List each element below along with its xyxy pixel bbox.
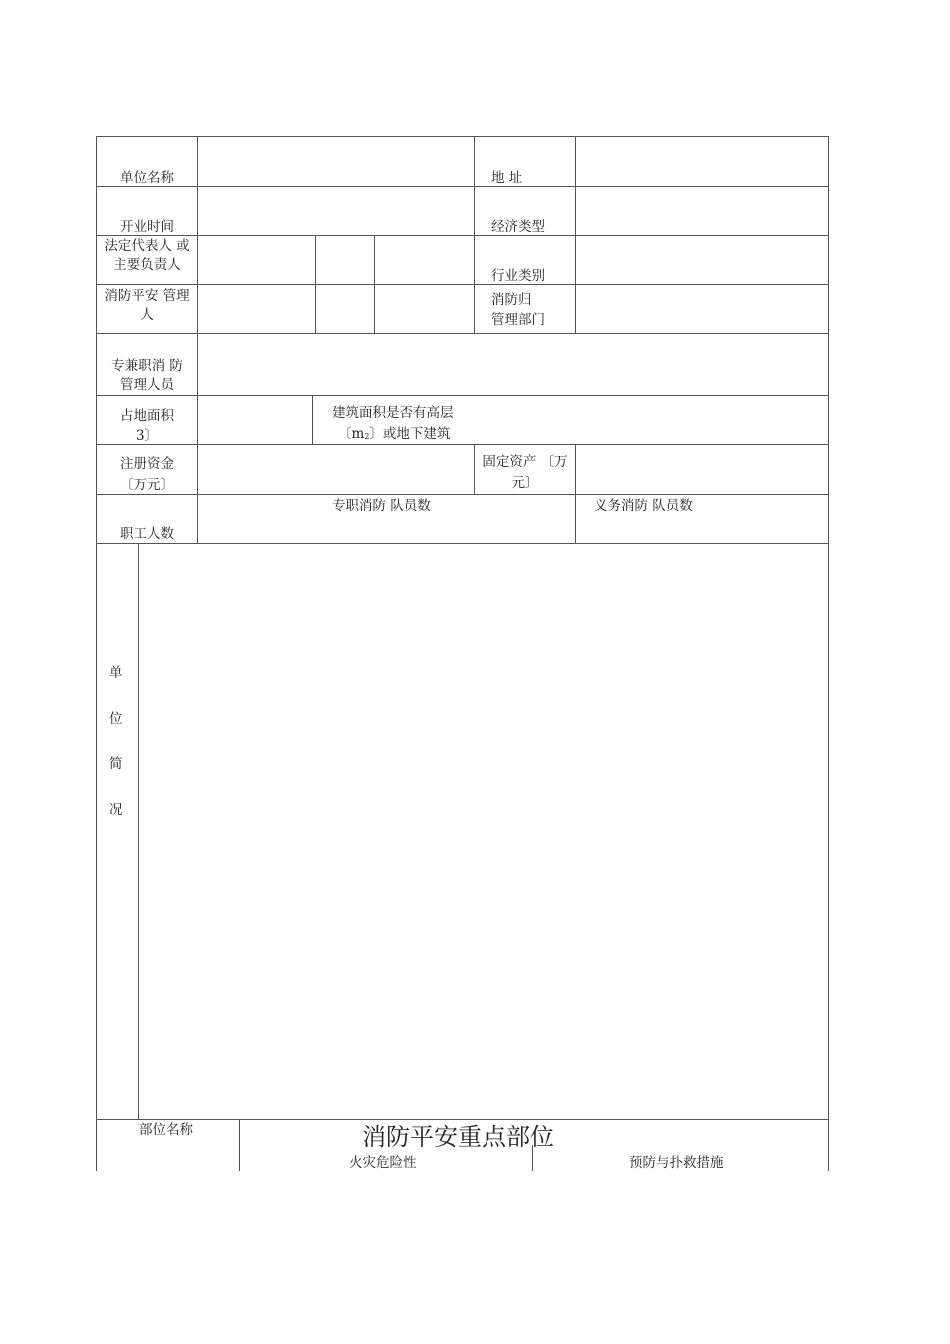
rule — [239, 1119, 240, 1171]
rule — [96, 284, 829, 285]
part-name-label: 部位名称 — [139, 1122, 193, 1138]
address-label: 地 址 — [491, 170, 523, 186]
land-area-label: 占地面积 — [120, 408, 174, 424]
economic-type-label: 经济类型 — [491, 219, 545, 235]
profile-label-char: 简 — [109, 756, 123, 772]
rule — [96, 494, 829, 495]
profile-label-char: 况 — [109, 802, 123, 818]
rule — [96, 186, 829, 187]
rule — [96, 333, 829, 334]
fire-risk-label: 火灾危险性 — [349, 1155, 417, 1171]
opening-time-label: 开业时间 — [120, 219, 174, 235]
fulltime-team-label: 专职消防 队员数 — [332, 498, 431, 514]
fulltime-manager-label: 专兼职消 防 — [111, 358, 183, 374]
department-label: 管理部门 — [491, 312, 545, 328]
rule — [96, 136, 829, 137]
fulltime-manager-label: 管理人员 — [120, 377, 174, 393]
safety-manager-label: 人 — [140, 307, 154, 323]
fixed-assets-label: 固定资产 〔万 — [482, 454, 568, 470]
unit-name-label: 单位名称 — [120, 170, 174, 186]
rule — [575, 136, 576, 334]
industry-label: 行业类别 — [491, 268, 545, 284]
rule — [197, 136, 198, 544]
rule — [96, 1119, 829, 1120]
rule — [315, 235, 316, 334]
registered-capital-label: 注册资金 — [120, 456, 174, 472]
legal-rep-label: 主要负责人 — [113, 257, 181, 273]
rule — [96, 444, 829, 445]
department-label: 消防归 — [491, 292, 532, 308]
rule — [312, 395, 313, 445]
rule — [96, 395, 829, 396]
rule — [575, 444, 576, 544]
staff-count-label: 职工人数 — [120, 526, 174, 542]
fixed-assets-label: 元〕 — [511, 475, 539, 491]
profile-label-char: 单 — [109, 665, 123, 681]
rule — [474, 136, 475, 334]
land-area-label: 3〕 — [135, 428, 159, 444]
rule — [96, 235, 829, 236]
building-area-label: 建筑面积是否有高层 — [332, 405, 454, 421]
measures-label: 预防与扑救措施 — [629, 1155, 724, 1171]
rule — [96, 543, 829, 544]
rule — [828, 136, 829, 1171]
key-parts-title: 消防平安重点部位 — [362, 1123, 554, 1151]
safety-manager-label: 消防平安 管理 — [104, 288, 190, 304]
rule — [138, 543, 139, 1120]
volunteer-team-label: 义务消防 队员数 — [594, 498, 693, 514]
legal-rep-label: 法定代表人 或 — [104, 238, 190, 254]
building-area-label: 〔m2〕或地下建筑 — [338, 426, 451, 442]
rule — [374, 235, 375, 334]
profile-label-char: 位 — [109, 711, 123, 727]
registered-capital-label: 〔万元〕 — [120, 477, 174, 493]
